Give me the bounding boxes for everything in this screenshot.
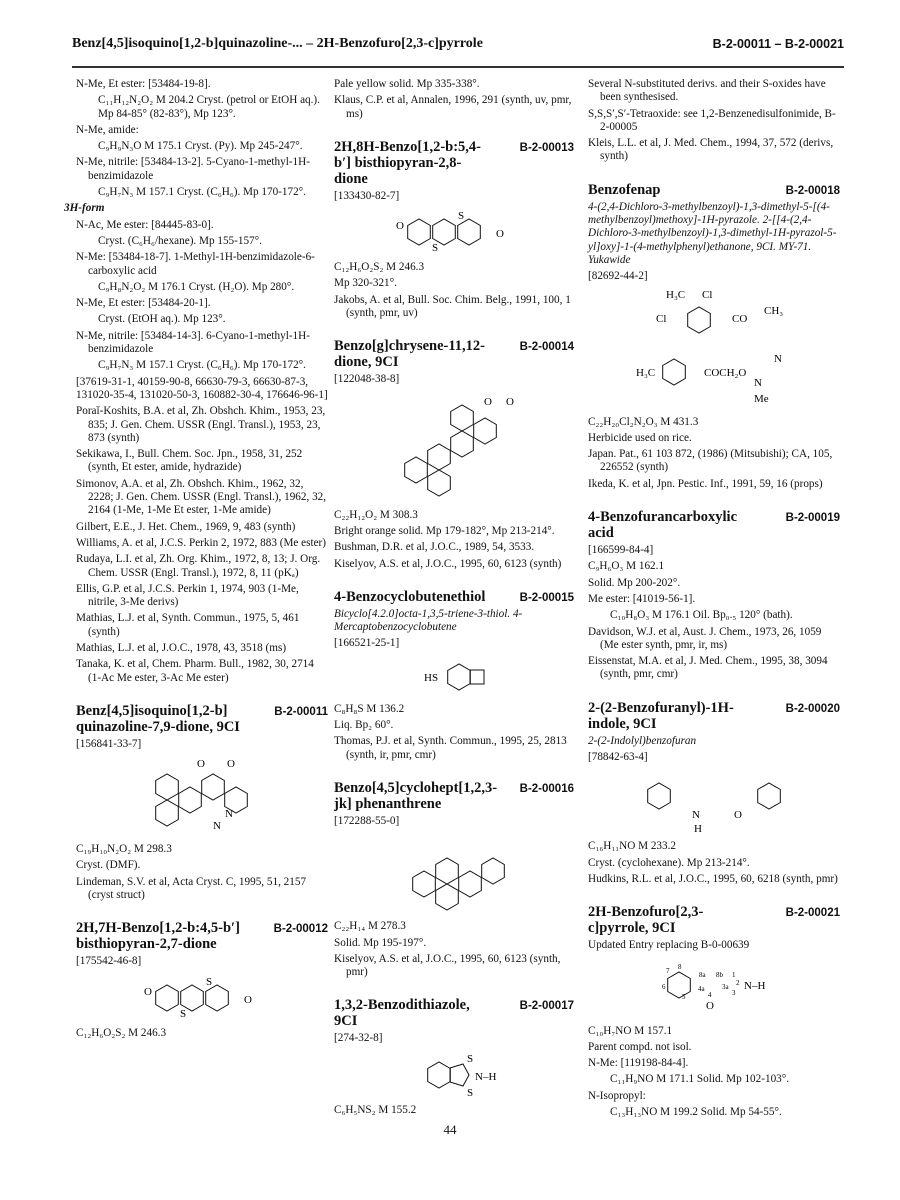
entry-text: Klaus, C.P. et al, Annalen, 1996, 291 (synth, uv, pmr, ms) (334, 94, 572, 120)
header-title: Benz[4,5]isoquino[1,2-b]quinazoline-... – 2H-Benzofuro[2,3-c]pyrrole (72, 36, 483, 51)
entry-title: 2-(2-Benzofuranyl)-1H-indole, 9CI (588, 699, 734, 732)
entry-code: B-2-00018 (785, 184, 840, 197)
entry-text: [274-32-8] (334, 1032, 383, 1045)
ring-bond (758, 783, 781, 809)
entry-text: Pale yellow solid. Mp 335-338°. (334, 78, 480, 90)
atom-label: Cl (702, 289, 713, 301)
header-rule (72, 66, 844, 68)
ring-bond (482, 858, 505, 884)
atom-label: O (244, 993, 252, 1006)
entry-text: [172288-55-0] (334, 814, 400, 827)
ring-bond (451, 431, 474, 457)
structure-diagram-cyclobutene (404, 657, 504, 697)
entry-text: [82692-44-2] (588, 270, 648, 283)
entry-text: N-Me, Et ester: [53484-20-1]. (76, 297, 211, 310)
atom-label: H₃C (666, 289, 686, 301)
atom-label: O (506, 395, 514, 408)
entry-heading (334, 997, 574, 1029)
entry-text: C₁₃H₁₃NO M 199.2 Solid. Mp 54-55°. (610, 1105, 782, 1118)
entry-text: Mathias, L.J. et al, Synth. Commun., 1975, 5, 461 (synth) (76, 612, 300, 638)
ring-bond (428, 444, 451, 470)
column-right (588, 78, 840, 1122)
atom-label: 1 (732, 970, 736, 979)
entry-text: C₁₁H₁₂N₂O₂ M 204.2 Cryst. (petrol or EtOH aq.). Mp 84-85° (82-83°), Mp 123°. (98, 94, 320, 120)
entry-text: C₉H₇N₃ M 157.1 Cryst. (C₆H₆). Mp 170-172°. (98, 186, 306, 199)
atom-label: Cl (656, 312, 667, 325)
entry-code: B-2-00019 (785, 512, 840, 525)
entry-text: Simonov, A.A. et al, Zh. Obshch. Khim., 1962, 32, 2228; J. Gen. Chem. USSR (Engl. Transl.), 1962, 32, 2164 (1-Me, 1-Me Et ester, 1-Me amide) (76, 477, 327, 517)
atom-label: 8a (699, 970, 706, 979)
structure-diagram-tricyclic (122, 975, 282, 1021)
ring-bond (436, 884, 459, 910)
atom-label: O (144, 985, 152, 998)
structure-diagram-benzofuropyrrole (644, 959, 784, 1019)
entry-text: [133430-82-7] (334, 189, 400, 202)
entry-text: [166521-25-1] (334, 637, 400, 650)
ring-bond (688, 307, 711, 333)
ring-bond (436, 858, 459, 884)
entry-title: 2H,7H-Benzo[1,2-b:4,5-b′] bisthiopyran-2,7-dione (76, 920, 240, 953)
entry-text: [78842-63-4] (588, 751, 648, 764)
entry-text: Kleis, L.L. et al, J. Med. Chem., 1994, 37, 572 (derivs, synth) (588, 137, 834, 163)
entry-text: N-Me: [53484-18-7]. 1-Methyl-1H-benzimidazole-6-carboxylic acid (76, 251, 315, 277)
entry-text: C₁₉H₁₀N₂O₂ M 298.3 (76, 843, 172, 856)
entry-text: C₂₂H₁₂O₂ M 308.3 (334, 508, 418, 521)
atom-label: CO (732, 312, 748, 325)
entry-text: Davidson, W.J. et al, Aust. J. Chem., 1973, 26, 1059 (Me ester synth, pmr, ir, ms) (588, 625, 822, 651)
entry-text: Ikeda, K. et al, Jpn. Pestic. Inf., 1991, 59, 16 (props) (588, 477, 823, 490)
entry-title: 4-Benzocyclobutenethiol (334, 588, 486, 605)
entry-heading (588, 509, 840, 541)
atom-label: 7 (666, 966, 670, 975)
structure-diagram-cyclohept (384, 834, 524, 914)
atom-label: CH₃ (764, 304, 784, 317)
atom-label: 3 (732, 988, 736, 997)
entry-text: Cryst. (DMF). (76, 859, 141, 872)
atom-label: N (754, 376, 762, 389)
entry-text: Liq. Bp₂ 60°. (334, 719, 394, 732)
ring-bond (448, 664, 471, 690)
entry-text: C₈H₈S M 136.2 (334, 702, 405, 715)
structure-diagram-benzofenap (614, 290, 814, 410)
entry-code: B-2-00020 (785, 702, 840, 715)
entry-text: C₁₂H₆O₂S₂ M 246.3 (76, 1026, 167, 1039)
entry-text: Parent compd. not isol. (588, 1040, 692, 1053)
entry-text: Bushman, D.R. et al, J.O.C., 1989, 54, 3533. (334, 541, 535, 554)
atom-label: HS (424, 671, 439, 684)
entry-text: [175542-46-8] (76, 955, 142, 968)
atom-label: 4a (698, 984, 705, 993)
entry-heading (588, 182, 840, 198)
entry-text: Cryst. (EtOH aq.). Mp 123°. (98, 313, 226, 326)
atom-label: S (458, 210, 465, 223)
entry-text: Williams, A. et al, J.C.S. Perkin 2, 1972, 883 (Me ester) (76, 536, 326, 549)
ring-bond (413, 871, 436, 897)
entry-text: Several N-substituted derivs. and their S-oxides have been synthesised. (588, 78, 826, 104)
entry-code: B-2-00014 (519, 341, 574, 354)
atom-label: O (484, 395, 492, 408)
ring-bond (428, 1062, 451, 1088)
entry-title: Benz[4,5]isoquino[1,2-b] quinazoline-7,9-dione, 9CI (76, 702, 240, 735)
entry-text: C₉H₇N₃ M 157.1 Cryst. (C₆H₆). Mp 170-172°. (98, 359, 306, 372)
atom-label: 3a (722, 982, 729, 991)
atom-label: H₃C (636, 366, 656, 379)
entry-text: Kiselyov, A.S. et al, J.O.C., 1995, 60, 6123 (synth) (334, 557, 562, 570)
entry-heading (334, 338, 574, 370)
atom-label: S (206, 975, 213, 988)
atom-label: COCH₂O (704, 366, 747, 379)
atom-label: 6 (662, 982, 666, 991)
entry-code: B-2-00015 (519, 591, 574, 604)
structure-diagram-pentacyclic (127, 757, 277, 837)
entry-text: C₂₂H₂₀Cl₂N₂O₃ M 431.3 (588, 415, 699, 428)
ring-bond (156, 774, 179, 800)
entry-code: B-2-00012 (273, 923, 328, 936)
structure-diagram-indolylbenzofuran (614, 770, 814, 834)
entry-code: B-2-00013 (519, 141, 574, 154)
entry-text: C₁₀H₈O₃ M 176.1 Oil. Bp₀.₅ 120° (bath). (610, 609, 793, 622)
ring-bond (206, 985, 229, 1011)
ring-bond (451, 405, 474, 431)
atom-label: O (496, 228, 504, 241)
ring-bond (408, 219, 431, 245)
entry-text: Hudkins, R.L. et al, J.O.C., 1995, 60, 6218 (synth, pmr) (588, 872, 838, 885)
entry-title: 2H-Benzofuro[2,3-c]pyrrole, 9CI (588, 904, 704, 937)
entry-text: N-Me, amide: (76, 123, 139, 136)
ring-bond (470, 670, 484, 684)
entry-text: N-Me, nitrile: [53484-13-2]. 5-Cyano-1-methyl-1H-benzimidazole (76, 156, 310, 182)
entry-text: [156841-33-7] (76, 737, 142, 750)
entry-text: C₉H₈N₂O₂ M 176.1 Cryst. (H₂O). Mp 280°. (98, 280, 295, 293)
entry-text: [166599-84-4] (588, 544, 654, 557)
entry-text: Rudaya, L.I. et al, Zh. Org. Khim., 1972, 8, 13; J. Org. Chem. USSR (Engl. Transl.), 1972, 8, 11 (pKₐ) (76, 553, 321, 579)
entry-text: Kiselyov, A.S. et al, J.O.C., 1995, 60, 6123 (synth, pmr) (334, 952, 561, 979)
entry-text: C₉H₉N₃O M 175.1 Cryst. (Py). Mp 245-247°. (98, 140, 303, 153)
entry-heading (76, 920, 328, 952)
entry-text: Bright orange solid. Mp 179-182°, Mp 213-214°. (334, 524, 555, 537)
ring-bond (428, 470, 451, 496)
entry-title: Benzo[4,5]cyclohept[1,2,3-jk] phenanthrene (334, 779, 498, 812)
entry-text: Cryst. (C₆H₆/hexane). Mp 155-157°. (98, 234, 262, 247)
entry-text: Solid. Mp 195-197°. (334, 936, 427, 949)
entry-text: Japan. Pat., 61 103 872, (1986) (Mitsubishi); CA, 105, 226552 (synth) (588, 448, 833, 474)
entry-heading (588, 700, 840, 732)
entry-title: 4-Benzofurancarboxylic acid (588, 509, 738, 542)
entry-text: Eissenstat, M.A. et al, J. Med. Chem., 1995, 38, 3094 (synth, pmr, cmr) (588, 655, 828, 681)
ring-bond (663, 359, 686, 385)
entry-text: C₁₆H₁₁NO M 233.2 (588, 840, 677, 853)
column-left (64, 78, 328, 1043)
entry-text: Updated Entry replacing B-0-00639 (588, 939, 750, 952)
atom-label: 8b (716, 970, 723, 979)
ring-bond (474, 418, 497, 444)
entry-text: Gilbert, E.E., J. Het. Chem., 1969, 9, 483 (synth) (76, 520, 296, 533)
entry-title: Benzofenap (588, 181, 661, 198)
entry-title: Benzo[g]chrysene-11,12-dione, 9CI (334, 338, 486, 371)
entry-heading (334, 139, 574, 187)
atom-label: 4 (708, 990, 712, 999)
entry-text: [122048-38-8] (334, 373, 400, 386)
atom-label: 8 (678, 962, 682, 971)
entry-text: C₁₂H₆O₂S₂ M 246.3 (334, 261, 425, 274)
entry-title: 1,3,2-Benzodithiazole, 9CI (334, 997, 470, 1030)
entry-heading (334, 589, 574, 605)
atom-label: N (225, 808, 233, 821)
atom-label: O (197, 758, 205, 771)
running-header (72, 36, 844, 58)
ring-bond (405, 457, 428, 483)
atom-label: O (227, 758, 235, 771)
ring-bond (156, 985, 179, 1011)
entry-text: Thomas, P.J. et al, Synth. Commun., 1995, 25, 2813 (synth, ir, pmr, cmr) (334, 735, 567, 761)
atom-label: O (706, 999, 714, 1012)
entry-text: Solid. Mp 200-202°. (588, 576, 681, 589)
atom-label: N (213, 820, 221, 833)
entry-text: Lindeman, S.V. et al, Acta Cryst. C, 1995, 51, 2157 (cryst struct) (76, 875, 307, 902)
entry-code: B-2-00011 (274, 705, 328, 718)
entry-code: B-2-00016 (519, 782, 574, 795)
entry-text: N-Me: [119198-84-4]. (588, 1057, 689, 1070)
ring-bond (450, 1064, 469, 1086)
atom-label: S (432, 242, 439, 255)
entry-text: Mp 320-321°. (334, 277, 397, 290)
ring-bond (458, 219, 481, 245)
atom-label: S (467, 1052, 474, 1065)
entry-heading (334, 780, 574, 812)
atom-label: O (396, 220, 404, 233)
ring-bond (179, 787, 202, 813)
entry-text: [37619-31-1, 40159-90-8, 66630-79-3, 66630-87-3, 131020-35-4, 131020-50-3, 160882-30-4, 176646-96-1] (76, 375, 328, 401)
entry-text: Me ester: [41019-56-1]. (588, 592, 696, 605)
atom-label: 2 (736, 978, 740, 987)
structure-diagram-dithiazole (399, 1052, 509, 1098)
header-entry-range: B-2-00011 – B-2-00021 (712, 37, 844, 51)
entry-text: Poraĭ-Koshits, B.A. et al, Zh. Obshch. Khim., 1953, 23, 835; J. Gen. Chem. USSR (Engl. Transl.), 1953, 23, 873 (synth) (76, 405, 326, 444)
entry-code: B-2-00017 (519, 1000, 574, 1013)
entry-heading (588, 904, 840, 936)
entry-text: N-Me, nitrile: [53484-14-3]. 6-Cyano-1-methyl-1H-benzimidazole (76, 329, 310, 356)
entry-text: Ellis, G.P. et al, J.C.S. Perkin 1, 1974, 903 (1-Me, nitrile, 3-Me derivs) (76, 582, 299, 609)
atom-label: Me (754, 392, 769, 405)
entry-synonyms: 4-(2,4-Dichloro-3-methylbenzoyl)-1,3-dimethyl-5-[(4-methylbenzoyl)methoxy]-1H-pyrazole. 2-[[4-(2,4-Dichloro-3-methylbenzoyl)-1,3-dimethyl-1H-pyrazol-5-yl]oxy]-1-(4-methylphenyl)ethanone, 9CI. MY-71. Yukawide (588, 200, 837, 266)
ring-bond (459, 871, 482, 897)
entry-text: C₉H₆O₃ M 162.1 (588, 560, 665, 573)
atom-label: N–H (744, 979, 766, 992)
entry-synonyms: 2-(2-Indolyl)benzofuran (588, 734, 697, 747)
entry-text: N-Ac, Me ester: [84445-83-0]. (76, 218, 214, 231)
entry-text: C₁₀H₇NO M 157.1 (588, 1024, 673, 1037)
entry-text: Mathias, L.J. et al, J.O.C., 1978, 43, 3518 (ms) (76, 641, 287, 654)
atom-label: O (734, 809, 742, 822)
atom-label: N–H (475, 1070, 497, 1083)
atom-label: S (467, 1086, 474, 1098)
atom-label: N (692, 809, 700, 822)
structure-diagram-tricyclic (374, 209, 534, 255)
entry-title: 2H,8H-Benzo[1,2-b:5,4-b′] bisthiopyran-2,8-dione (334, 138, 481, 187)
entry-text: N-Me, Et ester: [53484-19-8]. (76, 78, 211, 90)
ring-bond (668, 972, 691, 998)
entry-synonyms: Bicyclo[4.2.0]octa-1,3,5-triene-3-thiol. 4-Mercaptobenzocyclobutene (334, 607, 523, 634)
atom-label: H (694, 823, 702, 835)
subheading: 3H-form (64, 202, 105, 215)
entry-code: B-2-00021 (785, 907, 840, 920)
entry-text: Cryst. (cyclohexane). Mp 213-214°. (588, 856, 750, 869)
entry-text: C₆H₅NS₂ M 155.2 (334, 1103, 417, 1116)
atom-label: 5 (682, 992, 686, 1001)
ring-bond (648, 783, 671, 809)
ring-bond (156, 800, 179, 826)
page-number: 44 (443, 1122, 457, 1137)
entry-text: N-Isopropyl: (588, 1089, 646, 1102)
atom-label: N (774, 352, 782, 365)
column-middle (334, 78, 574, 1120)
entry-text: C₁₁H₉NO M 171.1 Solid. Mp 102-103°. (610, 1073, 790, 1086)
entry-text: Sekikawa, I., Bull. Chem. Soc. Jpn., 1958, 31, 252 (synth, Et ester, amide, hydrazide) (76, 448, 303, 474)
entry-text: Tanaka, K. et al, Chem. Pharm. Bull., 1982, 30, 2714 (1-Ac Me ester, 3-Ac Me ester) (76, 658, 314, 684)
ring-bond (202, 774, 225, 800)
entry-text: C₂₂H₁₄ M 278.3 (334, 920, 406, 933)
entry-text: Jakobs, A. et al, Bull. Soc. Chim. Belg., 1991, 100, 1 (synth, pmr, uv) (334, 293, 571, 320)
atom-label: S (180, 1007, 187, 1020)
structure-diagram-chrysene (384, 393, 524, 503)
entry-heading (76, 703, 328, 735)
entry-text: S,S,S′,S′-Tetraoxide: see 1,2-Benzenedisulfonimide, B-2-00005 (588, 107, 836, 133)
entry-text: Herbicide used on rice. (588, 431, 692, 444)
